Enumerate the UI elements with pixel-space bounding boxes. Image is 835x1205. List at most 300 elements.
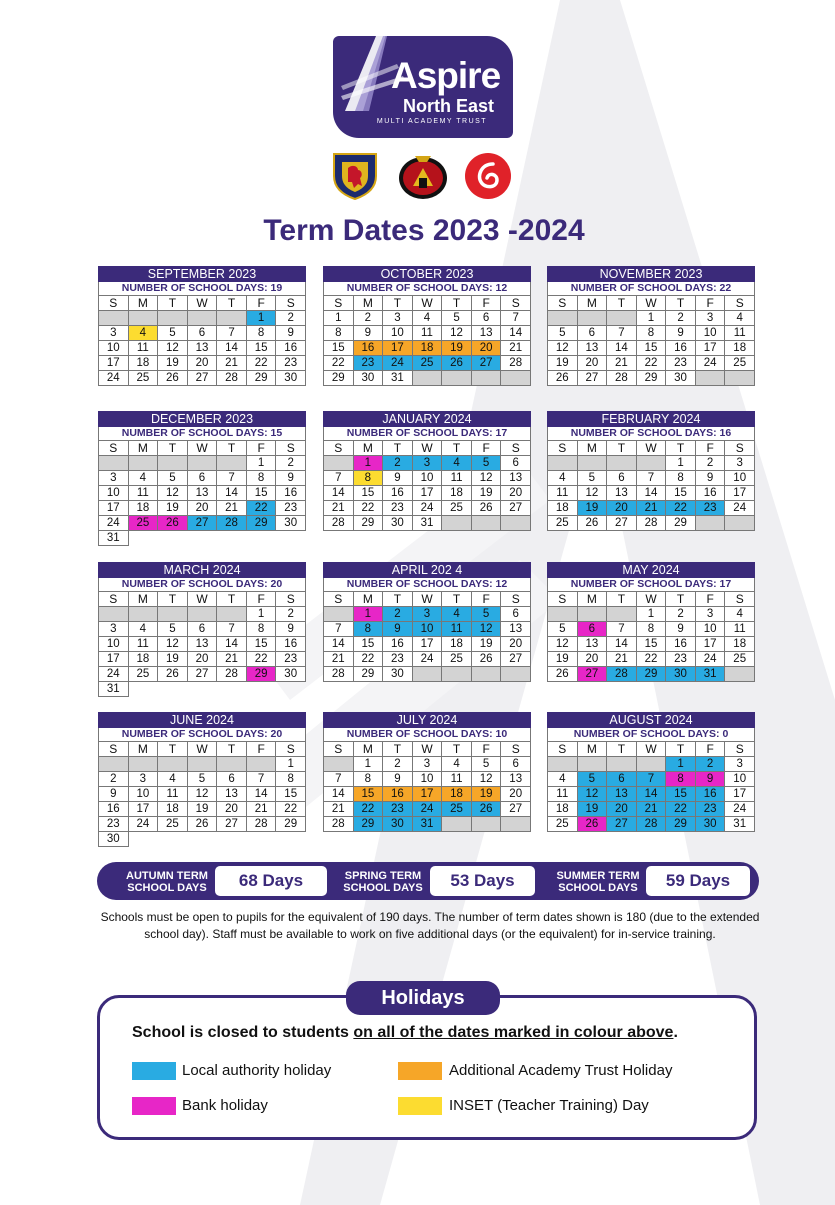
empty-day-cell: [188, 311, 218, 326]
weekday-header: M: [578, 296, 608, 311]
day-cell: 21: [217, 652, 247, 667]
day-cell: 12: [548, 637, 578, 652]
lead-underlined: on all of the dates marked in colour above: [353, 1024, 674, 1041]
inset-day-swatch: [398, 1097, 442, 1115]
month-title: JUNE 2024: [98, 712, 306, 728]
day-cell: 21: [637, 501, 667, 516]
day-cell: 24: [413, 652, 443, 667]
day-cell: 8: [247, 471, 277, 486]
weekday-header: F: [696, 296, 726, 311]
month-title: NOVEMBER 2023: [547, 266, 755, 282]
day-cell: 16: [99, 802, 129, 817]
day-cell: 1: [276, 757, 306, 772]
day-cell: 8: [666, 471, 696, 486]
day-cell: 11: [442, 622, 472, 637]
day-cell: 3: [99, 622, 129, 637]
day-cell: 19: [548, 652, 578, 667]
weekday-header: S: [276, 296, 306, 311]
day-cell: 3: [129, 772, 159, 787]
day-cell: 23: [276, 652, 306, 667]
day-cell: 7: [501, 311, 531, 326]
weekday-header: S: [99, 592, 129, 607]
day-cell: 29: [354, 667, 384, 682]
weekday-header: M: [129, 742, 159, 757]
day-cell: 9: [276, 622, 306, 637]
day-cell: 20: [188, 652, 218, 667]
day-cell: 5: [472, 757, 502, 772]
day-cell: 17: [129, 802, 159, 817]
weekday-header: T: [158, 592, 188, 607]
day-cell: 2: [666, 607, 696, 622]
day-cell: 11: [158, 787, 188, 802]
school-days-count: NUMBER OF SCHOOL DAYS: 17: [323, 427, 531, 441]
day-cell: 27: [217, 817, 247, 832]
day-cell: 16: [696, 787, 726, 802]
day-cell: 24: [99, 371, 129, 386]
day-cell: 10: [99, 486, 129, 501]
day-cell: 3: [413, 607, 443, 622]
day-cell: 2: [99, 772, 129, 787]
day-cell: 14: [607, 637, 637, 652]
empty-day-cell: [99, 311, 129, 326]
day-cell: 4: [725, 311, 755, 326]
day-cell: 9: [276, 326, 306, 341]
empty-day-cell: [129, 456, 159, 471]
empty-day-cell: [637, 757, 667, 772]
empty-day-cell: [607, 456, 637, 471]
weekday-header: W: [637, 742, 667, 757]
day-cell: 7: [247, 772, 277, 787]
day-cell: 26: [442, 356, 472, 371]
day-cell: 25: [442, 652, 472, 667]
day-cell: 31: [99, 531, 129, 546]
day-cell: 9: [666, 326, 696, 341]
day-cell: 5: [472, 607, 502, 622]
day-cell: 13: [472, 326, 502, 341]
empty-day-cell: [607, 311, 637, 326]
day-cell: 1: [247, 311, 277, 326]
day-cell: 13: [607, 486, 637, 501]
day-cell: 9: [354, 326, 384, 341]
weekday-header: S: [276, 592, 306, 607]
weekday-header: S: [725, 742, 755, 757]
month-calendar: [98, 562, 306, 697]
weekday-header: T: [217, 592, 247, 607]
day-cell: 10: [725, 772, 755, 787]
day-cell: 28: [324, 817, 354, 832]
month-calendar: [323, 562, 531, 682]
weekday-header: M: [354, 441, 384, 456]
day-cell: 25: [158, 817, 188, 832]
day-cell: 3: [725, 757, 755, 772]
local-authority-key: Local authority holiday: [182, 1062, 332, 1079]
day-cell: 18: [548, 501, 578, 516]
empty-day-cell: [413, 667, 443, 682]
empty-day-cell: [99, 757, 129, 772]
day-cell: 24: [99, 516, 129, 531]
weekday-header: F: [247, 296, 277, 311]
day-cell: 18: [129, 356, 159, 371]
weekday-header: S: [324, 296, 354, 311]
empty-space: [188, 531, 218, 545]
day-cell: 4: [442, 607, 472, 622]
weekday-header: W: [413, 441, 443, 456]
day-cell: 13: [188, 341, 218, 356]
day-cell: 14: [324, 486, 354, 501]
weekday-header: F: [696, 441, 726, 456]
empty-day-cell: [696, 371, 726, 386]
day-cell: 18: [158, 802, 188, 817]
empty-day-cell: [188, 757, 218, 772]
day-cell: 6: [578, 622, 608, 637]
day-cell: 9: [383, 772, 413, 787]
empty-day-cell: [442, 516, 472, 531]
weekday-header: S: [276, 742, 306, 757]
day-cell: 26: [472, 501, 502, 516]
day-cell: 4: [129, 622, 159, 637]
day-cell: 25: [442, 501, 472, 516]
day-cell: 8: [354, 622, 384, 637]
day-cell: 2: [276, 607, 306, 622]
weekday-header: T: [607, 742, 637, 757]
empty-day-cell: [324, 456, 354, 471]
day-cell: 30: [666, 667, 696, 682]
lead-prefix: School is closed to students: [132, 1024, 354, 1041]
day-cell: 29: [354, 817, 384, 832]
day-cell: 18: [442, 637, 472, 652]
empty-space: [247, 531, 277, 545]
day-cell: 22: [247, 652, 277, 667]
day-cell: 3: [696, 607, 726, 622]
day-cell: 11: [442, 471, 472, 486]
day-cell: 13: [578, 341, 608, 356]
day-cell: 30: [383, 817, 413, 832]
day-cell: 27: [501, 501, 531, 516]
weekday-header: T: [607, 592, 637, 607]
empty-day-cell: [725, 516, 755, 531]
weekday-header: F: [472, 592, 502, 607]
day-cell: 11: [725, 622, 755, 637]
day-cell: 18: [129, 652, 159, 667]
empty-day-cell: [578, 757, 608, 772]
empty-day-cell: [607, 757, 637, 772]
day-cell: 15: [354, 486, 384, 501]
day-cell: 14: [217, 637, 247, 652]
empty-space: [188, 832, 218, 846]
local-authority-swatch: [132, 1062, 176, 1080]
day-cell: 31: [725, 817, 755, 832]
day-cell: 5: [158, 622, 188, 637]
month-title: SEPTEMBER 2023: [98, 266, 306, 282]
day-cell: 14: [247, 787, 277, 802]
weekday-header: T: [158, 742, 188, 757]
day-cell: 16: [383, 637, 413, 652]
weekday-header: T: [666, 742, 696, 757]
day-cell: 18: [442, 787, 472, 802]
weekday-header: S: [99, 742, 129, 757]
weekday-header: S: [324, 592, 354, 607]
weekday-header: W: [188, 592, 218, 607]
day-cell: 8: [354, 471, 384, 486]
day-cell: 27: [607, 817, 637, 832]
weekday-header: F: [472, 441, 502, 456]
day-cell: 20: [501, 637, 531, 652]
day-cell: 9: [383, 622, 413, 637]
weekday-header: M: [354, 296, 384, 311]
day-cell: 23: [276, 356, 306, 371]
autumn-label-line1: AUTUMN TERM: [126, 870, 208, 882]
day-cell: 10: [99, 341, 129, 356]
weekday-header: T: [383, 742, 413, 757]
weekday-header: T: [442, 742, 472, 757]
day-cell: 8: [637, 326, 667, 341]
day-cell: 12: [158, 341, 188, 356]
day-cell: 30: [696, 817, 726, 832]
day-cell: 14: [324, 787, 354, 802]
day-cell: 17: [413, 637, 443, 652]
day-cell: 5: [578, 471, 608, 486]
weekday-header: T: [666, 441, 696, 456]
day-cell: 20: [501, 787, 531, 802]
day-cell: 7: [217, 326, 247, 341]
day-cell: 26: [548, 667, 578, 682]
day-cell: 23: [354, 356, 384, 371]
day-cell: 10: [129, 787, 159, 802]
empty-day-cell: [501, 667, 531, 682]
weekday-header: T: [442, 441, 472, 456]
day-cell: 18: [413, 341, 443, 356]
day-cell: 19: [442, 341, 472, 356]
day-cell: 12: [578, 787, 608, 802]
weekday-header: T: [383, 296, 413, 311]
weekday-header: S: [548, 742, 578, 757]
day-cell: 4: [129, 471, 159, 486]
day-cell: 28: [217, 516, 247, 531]
day-cell: 22: [276, 802, 306, 817]
day-cell: 9: [383, 471, 413, 486]
month-calendar: [98, 712, 306, 847]
empty-day-cell: [472, 667, 502, 682]
empty-space: [276, 531, 306, 545]
empty-space: [247, 832, 277, 846]
day-cell: 27: [188, 516, 218, 531]
day-cell: 9: [696, 471, 726, 486]
day-cell: 10: [696, 326, 726, 341]
day-cell: 3: [99, 326, 129, 341]
day-cell: 2: [696, 456, 726, 471]
day-cell: 4: [548, 471, 578, 486]
day-cell: 20: [501, 486, 531, 501]
weekday-header: T: [442, 296, 472, 311]
day-grid: [323, 296, 531, 386]
month-title: MARCH 2024: [98, 562, 306, 578]
day-cell: 22: [354, 501, 384, 516]
weekday-header: T: [217, 441, 247, 456]
day-cell: 15: [354, 787, 384, 802]
day-cell: 12: [158, 486, 188, 501]
day-cell: 16: [276, 637, 306, 652]
day-cell: 22: [247, 356, 277, 371]
day-cell: 23: [383, 802, 413, 817]
empty-day-cell: [99, 456, 129, 471]
day-cell: 28: [501, 356, 531, 371]
day-cell: 8: [324, 326, 354, 341]
empty-day-cell: [247, 757, 277, 772]
day-cell: 8: [354, 772, 384, 787]
day-cell: 13: [501, 772, 531, 787]
day-cell: 25: [129, 371, 159, 386]
weekday-header: T: [158, 441, 188, 456]
day-cell: 19: [472, 486, 502, 501]
day-cell: 1: [324, 311, 354, 326]
lead-suffix: .: [673, 1024, 678, 1041]
day-cell: 24: [383, 356, 413, 371]
day-cell: 20: [607, 501, 637, 516]
day-cell: 11: [725, 326, 755, 341]
day-cell: 19: [158, 652, 188, 667]
day-cell: 17: [413, 787, 443, 802]
day-cell: 10: [383, 326, 413, 341]
day-cell: 14: [324, 637, 354, 652]
weekday-header: W: [188, 296, 218, 311]
day-cell: 22: [354, 802, 384, 817]
day-cell: 21: [607, 356, 637, 371]
weekday-header: F: [247, 592, 277, 607]
school-days-count: NUMBER OF SCHOOL DAYS: 19: [98, 282, 306, 296]
empty-day-cell: [578, 311, 608, 326]
day-cell: 2: [383, 456, 413, 471]
day-cell: 6: [607, 772, 637, 787]
attendance-note: Schools must be open to pupils for the equivalent of 190 days. The number of term dates shown is 180 (due to the extended school day). Staff must be available to work on five additional days (or the equivalent) for in-service training.: [100, 910, 760, 941]
day-cell: 21: [324, 652, 354, 667]
day-cell: 4: [442, 757, 472, 772]
day-cell: 25: [129, 516, 159, 531]
day-cell: 28: [217, 371, 247, 386]
day-cell: 23: [696, 802, 726, 817]
spring-label-line2: SCHOOL DAYS: [343, 882, 423, 894]
empty-day-cell: [158, 607, 188, 622]
day-cell: 9: [99, 787, 129, 802]
day-cell: 26: [188, 817, 218, 832]
weekday-header: T: [383, 441, 413, 456]
day-cell: 19: [548, 356, 578, 371]
day-cell: 13: [578, 637, 608, 652]
day-cell: 17: [99, 501, 129, 516]
day-cell: 1: [666, 456, 696, 471]
day-cell: 12: [188, 787, 218, 802]
brand-sub: North East: [403, 96, 495, 116]
day-cell: 4: [442, 456, 472, 471]
day-cell: 12: [472, 622, 502, 637]
day-cell: 8: [637, 622, 667, 637]
day-grid: [98, 296, 306, 386]
month-calendar: [547, 266, 755, 386]
weekday-header: F: [247, 742, 277, 757]
day-cell: 11: [548, 486, 578, 501]
summer-term-days: 59 Days: [646, 866, 750, 896]
day-cell: 14: [217, 486, 247, 501]
day-cell: 17: [725, 787, 755, 802]
holidays-title: Holidays: [346, 981, 500, 1015]
day-cell: 26: [472, 652, 502, 667]
weekday-header: S: [324, 742, 354, 757]
day-cell: 16: [666, 341, 696, 356]
empty-day-cell: [696, 516, 726, 531]
day-cell: 17: [696, 637, 726, 652]
weekday-header: M: [354, 742, 384, 757]
day-cell: 17: [99, 652, 129, 667]
day-cell: 19: [188, 802, 218, 817]
day-cell: 7: [607, 326, 637, 341]
day-grid: [323, 742, 531, 832]
month-title: OCTOBER 2023: [323, 266, 531, 282]
day-cell: 20: [578, 652, 608, 667]
day-cell: 14: [637, 787, 667, 802]
empty-space: [217, 682, 247, 696]
empty-day-cell: [129, 757, 159, 772]
day-cell: 27: [578, 371, 608, 386]
day-grid: [547, 296, 755, 386]
day-cell: 22: [666, 802, 696, 817]
day-cell: 1: [637, 311, 667, 326]
day-cell: 23: [99, 817, 129, 832]
day-cell: 7: [324, 772, 354, 787]
day-cell: 19: [158, 356, 188, 371]
day-cell: 29: [666, 817, 696, 832]
weekday-header: F: [472, 742, 502, 757]
day-cell: 8: [247, 622, 277, 637]
empty-space: [217, 832, 247, 846]
day-cell: 22: [354, 652, 384, 667]
weekday-header: S: [548, 296, 578, 311]
day-cell: 23: [666, 652, 696, 667]
day-cell: 7: [637, 471, 667, 486]
day-cell: 4: [413, 311, 443, 326]
day-cell: 22: [247, 501, 277, 516]
day-cell: 9: [666, 622, 696, 637]
day-cell: 22: [666, 501, 696, 516]
month-calendar: [323, 266, 531, 386]
day-cell: 20: [578, 356, 608, 371]
day-cell: 5: [548, 622, 578, 637]
empty-day-cell: [217, 757, 247, 772]
empty-day-cell: [472, 371, 502, 386]
day-grid: [323, 592, 531, 682]
weekday-header: F: [696, 742, 726, 757]
day-cell: 13: [501, 622, 531, 637]
school-logo-swirl-icon: [463, 152, 513, 200]
day-cell: 16: [354, 341, 384, 356]
school-days-count: NUMBER OF SCHOOL DAYS: 17: [547, 578, 755, 592]
day-cell: 13: [607, 787, 637, 802]
empty-day-cell: [501, 817, 531, 832]
school-days-count: NUMBER OF SCHOOL DAYS: 15: [98, 427, 306, 441]
day-cell: 2: [666, 311, 696, 326]
day-cell: 24: [696, 356, 726, 371]
day-cell: 13: [188, 637, 218, 652]
bank-holiday-swatch: [132, 1097, 176, 1115]
school-days-count: NUMBER OF SCHOOL DAYS: 12: [323, 282, 531, 296]
day-cell: 30: [99, 832, 129, 847]
weekday-header: M: [129, 592, 159, 607]
empty-day-cell: [501, 516, 531, 531]
day-cell: 29: [324, 371, 354, 386]
day-cell: 11: [413, 326, 443, 341]
day-cell: 3: [413, 456, 443, 471]
weekday-header: W: [637, 592, 667, 607]
day-cell: 10: [413, 622, 443, 637]
weekday-header: W: [413, 296, 443, 311]
